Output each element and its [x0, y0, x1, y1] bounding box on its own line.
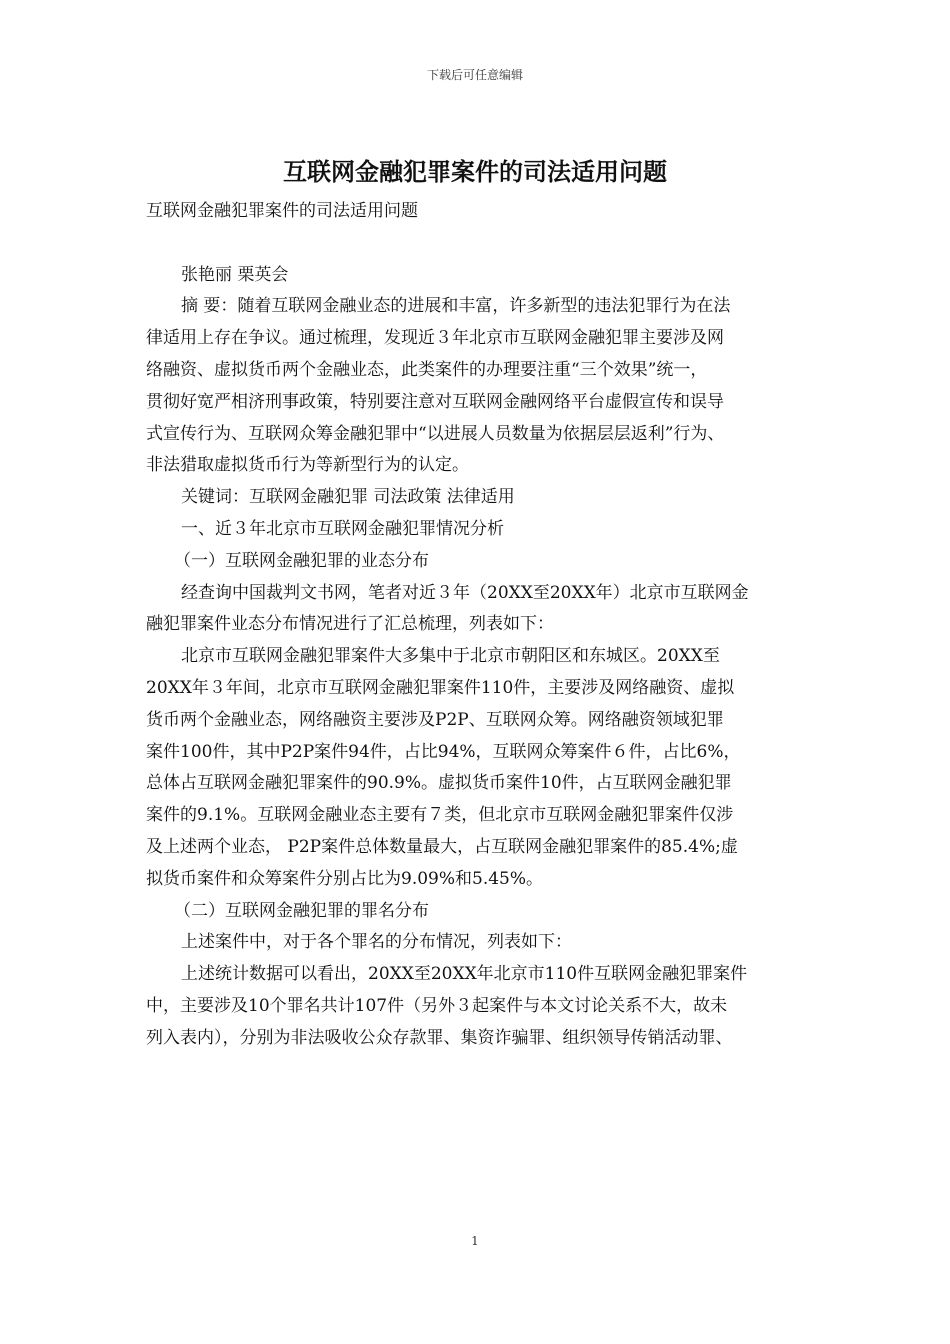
paragraph-line: 案件100件，其中P2P案件94件，占比94%，互联网众筹案件６件，占比6%， [146, 741, 741, 762]
page-number: 1 [471, 1234, 479, 1248]
paragraph-line: 融犯罪案件业态分布情况进行了汇总梳理，列表如下： [146, 614, 554, 635]
paragraph-line: 上述案件中，对于各个罪名的分布情况，列表如下： [181, 932, 572, 953]
abstract-line: 络融资、虚拟货币两个金融业态，此类案件的办理要注重“三个效果”统一， [146, 359, 708, 380]
paragraph-line: 列入表内），分别为非法吸收公众存款罪、集资诈骗罪、组织领导传销活动罪、 [146, 1027, 733, 1048]
paragraph-line: 总体占互联网金融犯罪案件的90.9%。虚拟货币案件10件，占互联网金融犯罪 [146, 773, 732, 794]
paragraph [146, 959, 808, 1054]
paragraph-line: 上述统计数据可以看出，20XX至20XX年北京市110件互联网金融犯罪案件 [181, 964, 748, 985]
abstract-line: 摘 要：随着互联网金融业态的进展和丰富，许多新型的违法犯罪行为在法 [181, 296, 731, 317]
abstract-line: 非法猎取虚拟货币行为等新型行为的认定。 [146, 455, 469, 476]
abstract-line: 式宣传行为、互联网众筹金融犯罪中“以进展人员数量为依据层层返利”行为、 [146, 423, 725, 444]
document-title: 互联网金融犯罪案件的司法适用问题 [283, 157, 667, 186]
paragraph-line: 中，主要涉及10个罪名共计107件（另外３起案件与本文讨论关系不大，故未 [146, 995, 728, 1016]
section-heading: 一、近３年北京市互联网金融犯罪情况分析 [181, 518, 504, 539]
abstract-paragraph [146, 291, 808, 482]
paragraph [146, 641, 808, 895]
authors: 张艳丽 栗英会 [181, 264, 289, 285]
document-body [146, 196, 808, 1055]
abstract-line: 贯彻好宽严相济刑事政策，特别要注意对互联网金融网络平台虚假宣传和误导 [146, 391, 724, 412]
keywords: 关键词：互联网金融犯罪 司法政策 法律适用 [181, 487, 515, 508]
header-note: 下载后可任意编辑 [426, 68, 523, 82]
blank-line [146, 228, 808, 260]
paragraph [146, 927, 808, 959]
paragraph-line: 案件的9.1%。互联网金融业态主要有７类，但北京市互联网金融犯罪案件仅涉 [146, 805, 734, 826]
subsection-heading: （二）互联网金融犯罪的罪名分布 [174, 900, 429, 921]
subsection-heading: （一）互联网金融犯罪的业态分布 [174, 550, 429, 571]
paragraph-line: 北京市互联网金融犯罪案件大多集中于北京市朝阳区和东城区。20XX至 [181, 646, 720, 667]
paragraph-line: 货币两个金融业态，网络融资主要涉及P2P、互联网众筹。网络融资领域犯罪 [146, 709, 724, 730]
document-subtitle: 互联网金融犯罪案件的司法适用问题 [146, 201, 418, 221]
paragraph-line: 经查询中国裁判文书网，笔者对近３年（20XX至20XX年）北京市互联网金 [181, 582, 749, 603]
paragraph-line: 拟货币案件和众筹案件分别占比为9.09%和5.45%。 [146, 868, 544, 889]
paragraph [146, 578, 808, 642]
abstract-line: 律适用上存在争议。通过梳理，发现近３年北京市互联网金融犯罪主要涉及网 [146, 328, 724, 349]
paragraph-line: 及上述两个业态， P2P案件总体数量最大，占互联网金融犯罪案件的85.4%;虚 [146, 836, 738, 857]
paragraph-line: 20XX年３年间，北京市互联网金融犯罪案件110件，主要涉及网络融资、虚拟 [146, 677, 735, 698]
